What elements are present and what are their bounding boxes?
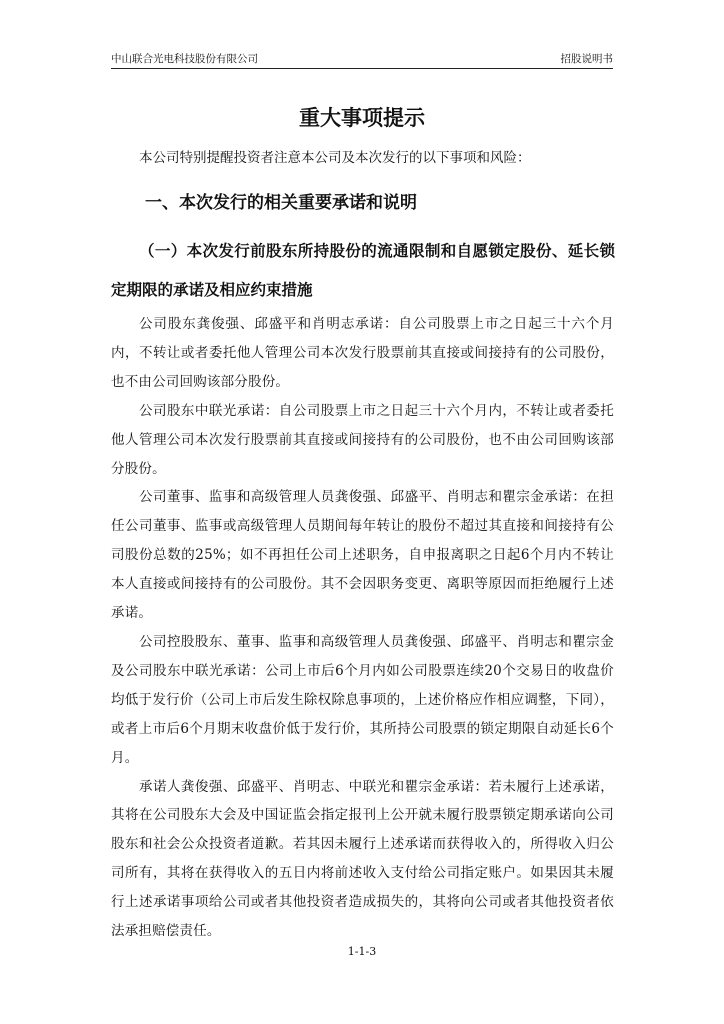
paragraph: 公司股东龚俊强、邱盛平和肖明志承诺：自公司股票上市之日起三十六个月内，不转让或者委托他人管理公司本次发行股票前其直接或间接持有的公司股份，也不由公司回购该部分股份。 <box>111 316 614 390</box>
page-title: 重大事项提示 <box>299 106 425 130</box>
section-heading: 一、本次发行的相关重要承诺和说明 <box>145 193 417 213</box>
paragraph: 承诺人龚俊强、邱盛平、肖明志、中联光和瞿宗金承诺：若未履行上述承诺，其将在公司股东大会及中国证监会指定报刊上公开就未履行股票锁定期承诺向公司股东和社会公众投资者道歉。若其因未履行上述承诺而获得收入的，所得收入归公司所有，其将在获得收入的五日内将前述收入支付给公司指定账户。如果因其未履行上述承诺事项给公司或者其他投资者造成损失的，其将向公司或者其他投资者依法承担赔偿责任。 <box>111 778 614 940</box>
page-number: 1-1-3 <box>347 945 377 958</box>
paragraph: 公司股东中联光承诺：自公司股票上市之日起三十六个月内，不转让或者委托他人管理公司本次发行股票前其直接或间接持有的公司股份，也不由公司回购该部分股份。 <box>111 402 614 477</box>
page-header <box>111 50 613 69</box>
intro-text: 本公司特别提醒投资者注意本公司及本次发行的以下事项和风险： <box>139 150 531 166</box>
paragraph: 公司董事、监事和高级管理人员龚俊强、邱盛平、肖明志和瞿宗金承诺：在担任公司董事、监事或高级管理人员期间每年转让的股份不超过其直接和间接持有公司股份总数的25%；如不再担任公司上述职务，自申报离职之日起6个月内不转让本人直接或间接持有的公司股份。其不会因职务变更、离职等原因而拒绝履行上述承诺。 <box>111 489 614 622</box>
paragraph: 公司控股股东、董事、监事和高级管理人员龚俊强、邱盛平、肖明志和瞿宗金及公司股东中联光承诺：公司上市后6个月内如公司股票连续20个交易日的收盘价均低于发行价（公司上市后发生除权除息事项的，上述价格应作相应调整，下同），或者上市后6个月期末收盘价低于发行价，其所持公司股票的锁定期限自动延长6个月。 <box>111 633 614 766</box>
header-company-name: 中山联合光电科技股份有限公司 <box>111 53 258 65</box>
body-text <box>111 310 614 946</box>
header-document-type: 招股说明书 <box>560 53 613 65</box>
subsection-heading: （一）本次发行前股东所持股份的流通限制和自愿锁定股份、延长锁定期限的承诺及相应约束措施 <box>111 242 615 299</box>
